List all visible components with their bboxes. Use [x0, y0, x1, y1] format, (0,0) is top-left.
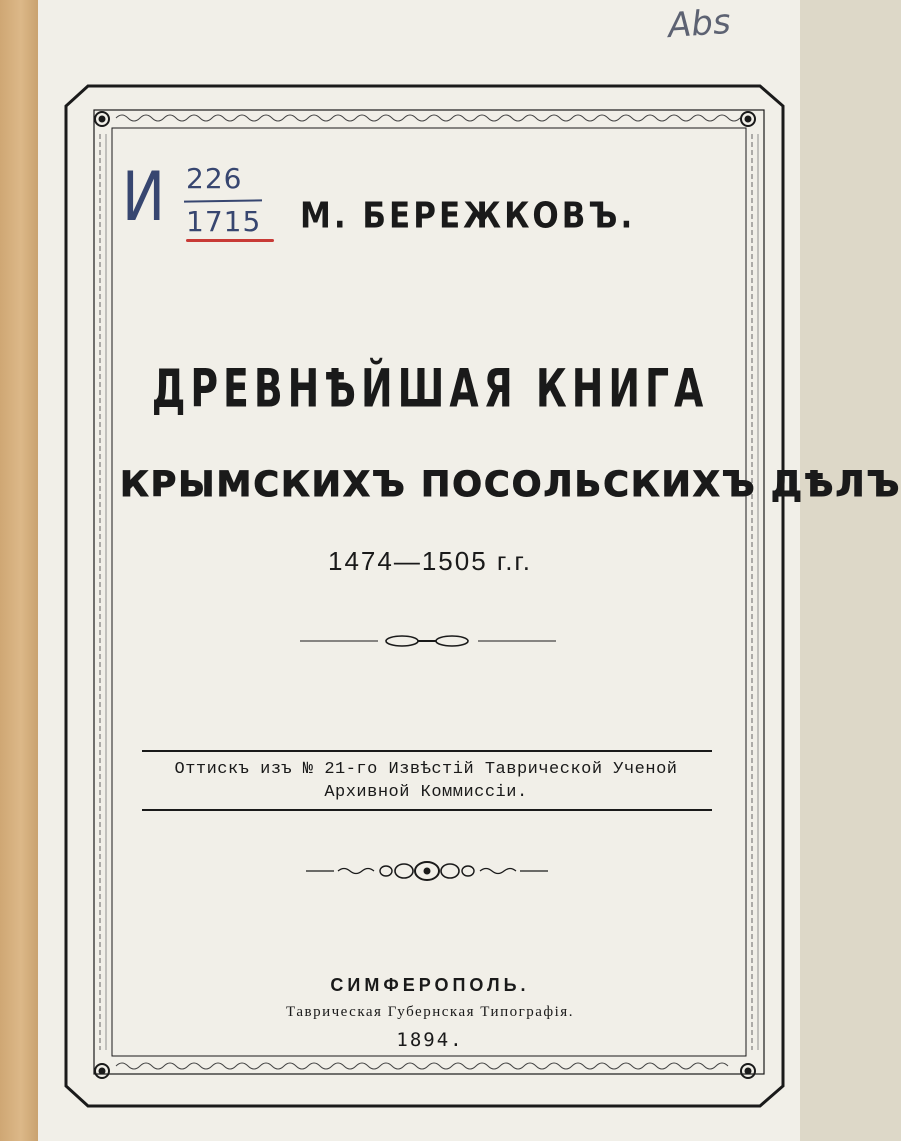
divider-ornament-1	[300, 636, 556, 646]
handwritten-corner-mark: Abs	[666, 1, 732, 47]
publication-city: СИМФЕРОПОЛЬ.	[330, 975, 530, 995]
offprint-note-line-2: Архивной Коммиссіи.	[324, 783, 528, 802]
title-line-1: ДРЕВНѢЙШАЯ КНИГА	[151, 357, 709, 420]
red-pencil-underline	[186, 239, 274, 242]
title-line-2: КРЫМСКИХЪ ПОСОЛЬСКИХЪ ДѢЛЪ	[120, 465, 901, 505]
handwritten-shelf-number-bottom: 1715	[186, 205, 262, 238]
years-range: 1474—1505 г.г.	[328, 546, 532, 576]
handwritten-shelf-number-top: 226	[186, 162, 243, 195]
handwritten-letter: И	[121, 158, 166, 237]
printer-name: Таврическая Губернская Типографія.	[286, 1004, 574, 1020]
author-name: М. БЕРЕЖКОВЪ.	[300, 195, 636, 237]
divider-ornament-2	[306, 862, 548, 880]
offprint-note-line-1: Оттискъ изъ № 21-го Извѣстій Таврической Ученой	[174, 760, 678, 779]
publication-year: 1894.	[396, 1029, 464, 1051]
